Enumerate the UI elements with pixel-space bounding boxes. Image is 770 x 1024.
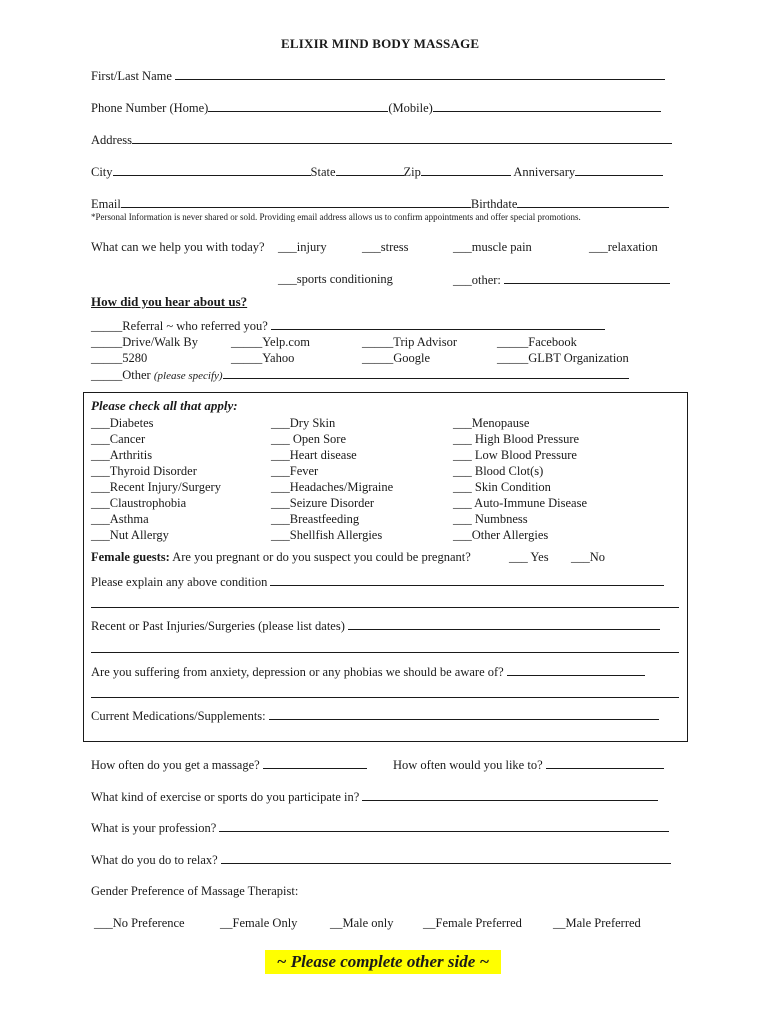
option-muscle-pain[interactable]: ___muscle pain: [453, 240, 532, 254]
option-5280[interactable]: _____5280: [91, 351, 148, 365]
option-drive-walk[interactable]: _____Drive/Walk By: [91, 335, 198, 349]
complete-other-side-banner: ~ Please complete other side ~: [265, 950, 501, 974]
referral-other-field[interactable]: [223, 367, 629, 379]
would-like-row: [393, 757, 664, 773]
anxiety-field-2[interactable]: [91, 686, 679, 698]
conditions-heading: Please check all that apply:: [91, 398, 238, 413]
gender-male-only[interactable]: __Male only: [330, 916, 394, 930]
exercise-row: [91, 789, 658, 805]
email-label: Email: [91, 197, 121, 211]
email-field[interactable]: [121, 196, 471, 208]
condition-numbness[interactable]: ___ Numbness: [453, 512, 528, 526]
city-row: [91, 164, 663, 180]
referral-row: [91, 318, 605, 334]
pregnancy-question: Are you pregnant or do you suspect you could be pregnant?: [172, 550, 471, 564]
phone-row: [91, 100, 661, 116]
gender-male-preferred[interactable]: __Male Preferred: [553, 916, 641, 930]
injuries-field[interactable]: [348, 618, 660, 630]
conditions-col-2: [271, 415, 393, 543]
phone-mobile-field[interactable]: [433, 100, 661, 112]
gender-question: Gender Preference of Massage Therapist:: [91, 884, 299, 898]
condition-skin[interactable]: ___ Skin Condition: [453, 480, 551, 494]
phone-home-field[interactable]: [208, 100, 388, 112]
medications-label: Current Medications/Supplements:: [91, 709, 266, 723]
condition-fever[interactable]: ___Fever: [271, 464, 319, 478]
option-google[interactable]: _____Google: [362, 351, 431, 365]
anxiety-field-2-wrap: [91, 686, 679, 702]
explain-label: Please explain any above condition: [91, 575, 268, 589]
anxiety-row: [91, 664, 645, 680]
injuries-field-2-wrap: [91, 641, 679, 657]
anniversary-label: Anniversary: [513, 165, 576, 179]
city-label: City: [91, 165, 113, 179]
condition-other-allergies[interactable]: ___Other Allergies: [453, 528, 549, 542]
explain-row: [91, 574, 664, 590]
explain-field[interactable]: [270, 574, 664, 586]
condition-menopause[interactable]: ___Menopause: [453, 416, 530, 430]
name-label: First/Last Name: [91, 69, 172, 83]
referral-field[interactable]: [271, 318, 605, 330]
condition-blood-clots[interactable]: ___ Blood Clot(s): [453, 464, 544, 478]
address-field[interactable]: [132, 132, 672, 144]
phone-mobile-label: (Mobile): [388, 101, 433, 115]
option-yelp[interactable]: _____Yelp.com: [231, 335, 310, 349]
option-other-field[interactable]: [504, 272, 670, 284]
how-often-label: How often do you get a massage?: [91, 758, 260, 772]
referral-other-note: (please specify): [153, 370, 223, 382]
option-referral-other[interactable]: _____Other: [91, 368, 151, 382]
condition-breastfeeding[interactable]: ___Breastfeeding: [271, 512, 360, 526]
profession-row: [91, 820, 669, 836]
exercise-label: What kind of exercise or sports do you participate in?: [91, 790, 360, 804]
option-other-row: [453, 272, 670, 288]
pregnancy-row: [91, 550, 471, 565]
conditions-col-1: [91, 415, 221, 543]
injuries-field-2[interactable]: [91, 641, 679, 653]
pregnancy-yes[interactable]: ___ Yes: [509, 550, 549, 564]
explain-field-2-wrap: [91, 596, 679, 612]
option-yahoo[interactable]: _____Yahoo: [231, 351, 295, 365]
condition-high-bp[interactable]: ___ High Blood Pressure: [453, 432, 580, 446]
how-often-field[interactable]: [263, 757, 367, 769]
state-field[interactable]: [336, 164, 404, 176]
option-relaxation[interactable]: ___relaxation: [589, 240, 658, 254]
option-stress[interactable]: ___stress: [362, 240, 409, 254]
zip-field[interactable]: [421, 164, 511, 176]
injuries-label: Recent or Past Injuries/Surgeries (please list dates): [91, 619, 345, 633]
profession-field[interactable]: [219, 820, 669, 832]
anniversary-field[interactable]: [575, 164, 663, 176]
option-sports-conditioning[interactable]: ___sports conditioning: [278, 272, 393, 286]
condition-heart-disease[interactable]: ___Heart disease: [271, 448, 357, 462]
condition-seizure[interactable]: ___Seizure Disorder: [271, 496, 375, 510]
condition-dry-skin[interactable]: ___Dry Skin: [271, 416, 336, 430]
anxiety-label: Are you suffering from anxiety, depression or any phobias we should be aware of?: [91, 665, 504, 679]
condition-nut-allergy[interactable]: ___Nut Allergy: [91, 528, 169, 542]
name-field[interactable]: [175, 68, 665, 80]
medications-field[interactable]: [269, 708, 659, 720]
condition-cancer[interactable]: ___Cancer: [91, 432, 146, 446]
condition-asthma[interactable]: ___Asthma: [91, 512, 149, 526]
option-injury[interactable]: ___injury: [278, 240, 327, 254]
condition-open-sore[interactable]: ___ Open Sore: [271, 432, 346, 446]
referral-other-row: [91, 367, 629, 383]
option-glbt[interactable]: _____GLBT Organization: [497, 351, 629, 365]
name-row: [91, 68, 665, 84]
conditions-col-3: [453, 415, 587, 543]
address-row: [91, 132, 672, 148]
form-title: ELIXIR MIND BODY MASSAGE: [281, 36, 480, 51]
referral-heading: How did you hear about us?: [91, 294, 248, 309]
would-like-field[interactable]: [546, 757, 664, 769]
condition-recent-injury[interactable]: ___Recent Injury/Surgery: [91, 480, 221, 494]
option-other[interactable]: ___other:: [453, 273, 501, 287]
anxiety-field[interactable]: [507, 664, 645, 676]
city-field[interactable]: [113, 164, 311, 176]
explain-field-2[interactable]: [91, 596, 679, 608]
profession-label: What is your profession?: [91, 821, 217, 835]
relax-row: [91, 852, 671, 868]
condition-thyroid[interactable]: ___Thyroid Disorder: [91, 464, 197, 478]
condition-shellfish[interactable]: ___Shellfish Allergies: [271, 528, 383, 542]
condition-diabetes[interactable]: ___Diabetes: [91, 416, 154, 430]
how-often-row: [91, 757, 367, 773]
gender-no-preference[interactable]: ___No Preference: [94, 916, 185, 930]
privacy-note: *Personal Information is never shared or sold. Providing email address allows us to confirm appointments and offer special promotions.: [91, 212, 581, 222]
option-trip-advisor[interactable]: _____Trip Advisor: [362, 335, 458, 349]
address-label: Address: [91, 133, 132, 147]
birthdate-label: Birthdate: [470, 197, 518, 211]
option-facebook[interactable]: _____Facebook: [497, 335, 577, 349]
condition-auto-immune[interactable]: ___ Auto-Immune Disease: [453, 496, 588, 510]
birthdate-field[interactable]: [517, 196, 669, 208]
gender-female-preferred[interactable]: __Female Preferred: [423, 916, 522, 930]
email-row: [91, 196, 669, 212]
medications-row: [91, 708, 659, 724]
would-like-label: How often would you like to?: [393, 758, 543, 772]
gender-female-only[interactable]: __Female Only: [220, 916, 298, 930]
relax-field[interactable]: [221, 852, 671, 864]
zip-label: Zip: [403, 165, 421, 179]
option-referral[interactable]: _____Referral ~ who referred you?: [91, 319, 268, 333]
condition-low-bp[interactable]: ___ Low Blood Pressure: [453, 448, 577, 462]
help-question: What can we help you with today?: [91, 240, 265, 254]
phone-home-label: Phone Number (Home): [91, 101, 209, 115]
relax-label: What do you do to relax?: [91, 853, 218, 867]
condition-arthritis[interactable]: ___Arthritis: [91, 448, 153, 462]
exercise-field[interactable]: [362, 789, 658, 801]
condition-claustrophobia[interactable]: ___Claustrophobia: [91, 496, 187, 510]
pregnancy-no[interactable]: ___No: [571, 550, 606, 564]
state-label: State: [310, 165, 336, 179]
female-guests-label: Female guests:: [91, 550, 170, 564]
injuries-row: [91, 618, 660, 634]
condition-headaches[interactable]: ___Headaches/Migraine: [271, 480, 394, 494]
